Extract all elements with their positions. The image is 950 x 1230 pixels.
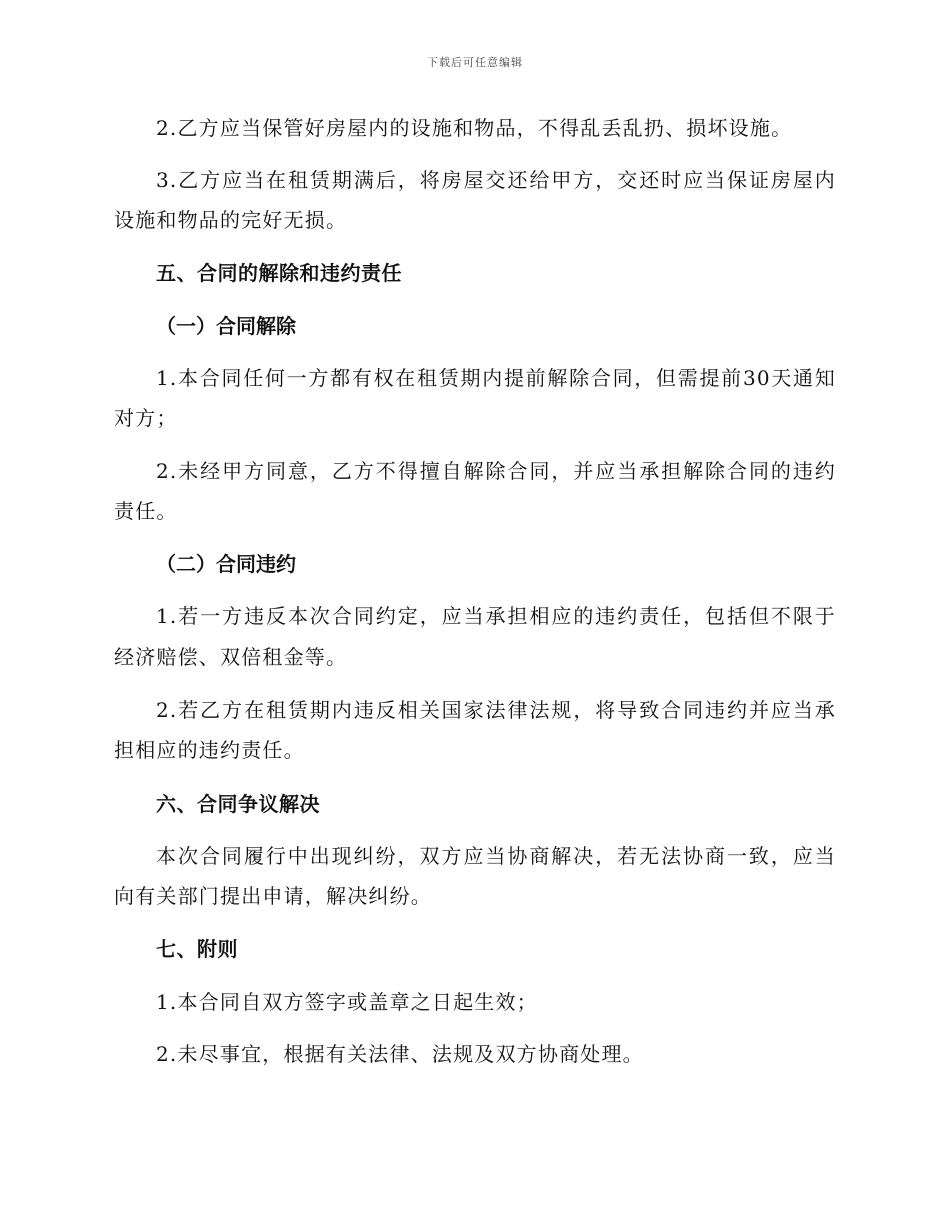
subsection-heading-breach: （二）合同违约 — [156, 552, 296, 576]
breach-clause-1-line-2: 经济赔偿、双倍租金等。 — [114, 645, 348, 669]
termination-clause-2-line-2: 责任。 — [114, 499, 178, 523]
clause-tenant-custody: 2.乙方应当保管好房屋内的设施和物品，不得乱丢乱扔、损坏设施。 — [156, 116, 793, 140]
supplementary-clause-1: 1.本合同自双方签字或盖章之日起生效； — [156, 990, 538, 1014]
termination-clause-1-line-2: 对方； — [114, 406, 178, 430]
dispute-clause-line-2: 向有关部门提出申请，解决纠纷。 — [114, 884, 432, 908]
clause-return-line-1: 3.乙方应当在租赁期满后，将房屋交还给甲方，交还时应当保证房屋内 — [156, 168, 836, 192]
breach-clause-2-line-1: 2.若乙方在租赁期内违反相关国家法律法规，将导致合同违约并应当承 — [156, 698, 836, 722]
termination-clause-2-line-1: 2.未经甲方同意，乙方不得擅自解除合同，并应当承担解除合同的违约 — [156, 459, 836, 483]
page-header-note: 下载后可任意编辑 — [427, 56, 523, 69]
termination-clause-1-line-1: 1.本合同任何一方都有权在租赁期内提前解除合同，但需提前30天通知 — [156, 366, 836, 390]
breach-clause-2-line-2: 担相应的违约责任。 — [114, 738, 305, 762]
dispute-clause-line-1: 本次合同履行中出现纠纷，双方应当协商解决，若无法协商一致，应当 — [156, 844, 836, 868]
subsection-heading-termination: （一）合同解除 — [156, 314, 296, 338]
breach-clause-1-line-1: 1.若一方违反本次合同约定，应当承担相应的违约责任，包括但不限于 — [156, 604, 836, 628]
supplementary-clause-2: 2.未尽事宜，根据有关法律、法规及双方协商处理。 — [156, 1042, 644, 1066]
section-heading-dispute: 六、合同争议解决 — [156, 792, 320, 816]
section-heading-supplementary: 七、附则 — [156, 937, 238, 961]
section-heading-termination-liability: 五、合同的解除和违约责任 — [156, 261, 402, 285]
clause-return-line-2: 设施和物品的完好无损。 — [114, 208, 348, 232]
